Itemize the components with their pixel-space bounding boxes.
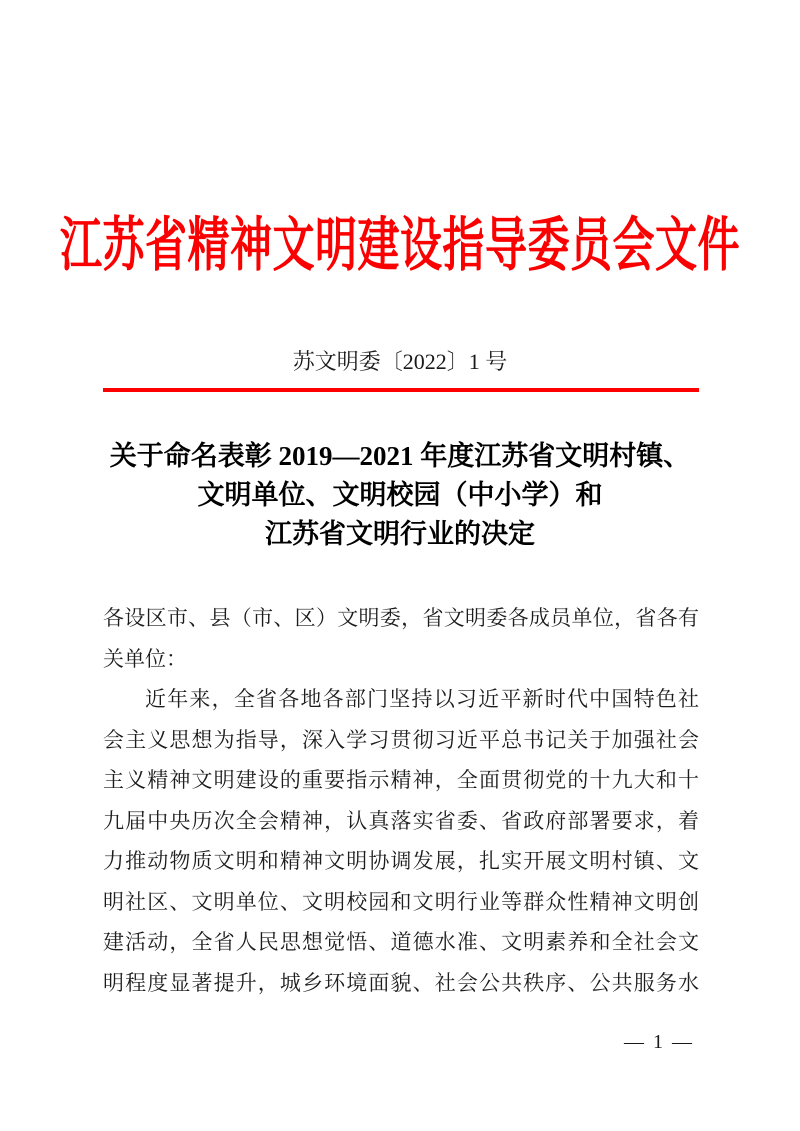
body-line: 近年来，全省各地各部门坚持以习近平新时代中国特色社 — [145, 687, 699, 711]
body-line: 主义精神文明建设的重要指示精神，全面贯彻党的十九大和十 — [103, 768, 699, 792]
red-header-org-title: 江苏省精神文明建设指导委员会文件 — [59, 214, 740, 279]
body-line: 建活动，全省人民思想觉悟、道德水准、文明素养和全社会文 — [103, 930, 699, 954]
body-line: 明程度显著提升，城乡环境面貌、社会公共秩序、公共服务水 — [103, 970, 699, 995]
page-number: — 1 — — [624, 1031, 694, 1053]
body-line: 九届中央历次全会精神，认真落实省委、省政府部署要求，着 — [103, 808, 699, 833]
document-title — [0, 437, 800, 554]
document-title-line: 文明单位、文明校园（中小学）和 — [197, 480, 603, 510]
document-title-line: 关于命名表彰 2019—2021 年度江苏省文明村镇、 — [109, 441, 691, 471]
body-line: 明社区、文明单位、文明校园和文明行业等群众性精神文明创 — [103, 889, 699, 914]
body-line: 关单位： — [103, 646, 187, 671]
document-title-line: 江苏省文明行业的决定 — [265, 519, 535, 549]
red-separator-line — [103, 388, 699, 392]
body-line: 力推动物质文明和精神文明协调发展，扎实开展文明村镇、文 — [103, 849, 699, 873]
body-line: 会主义思想为指导，深入学习贯彻习近平总书记关于加强社会 — [103, 727, 699, 752]
document-body — [103, 598, 699, 1003]
body-line: 各设区市、县（市、区）文明委，省文明委各成员单位，省各有 — [103, 606, 699, 630]
document-number: 苏文明委〔2022〕1 号 — [292, 349, 508, 374]
